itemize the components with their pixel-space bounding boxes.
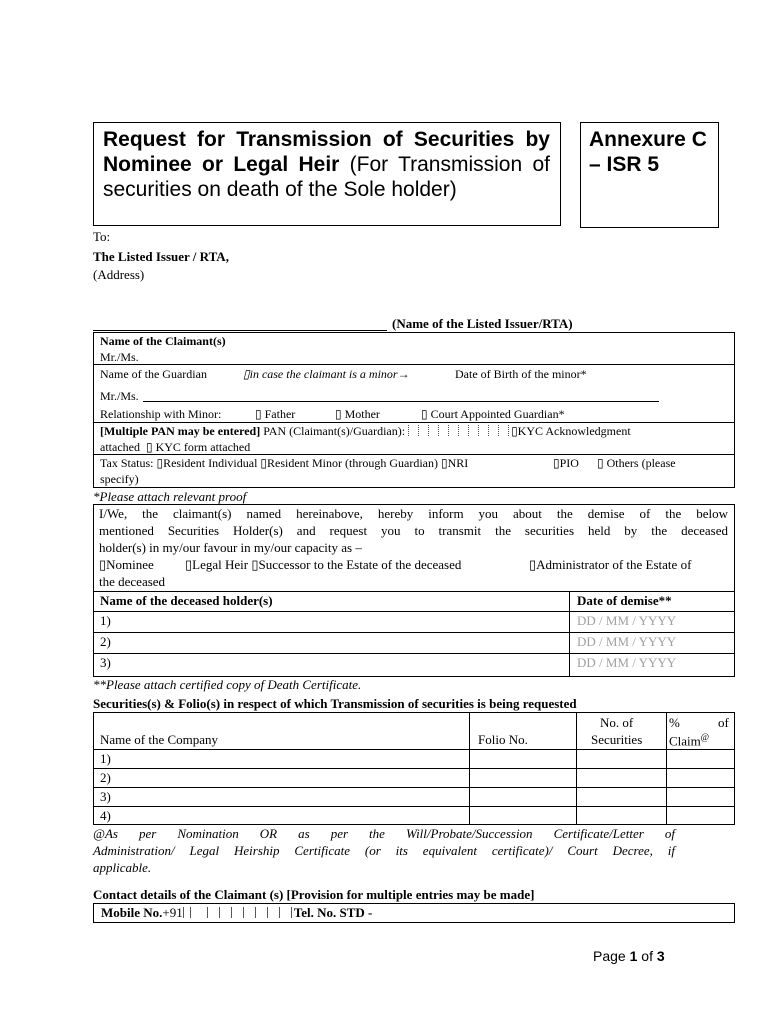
checkbox-legal-heir[interactable]: ▯Legal Heir ▯Successor to the Estate of the deceased: [185, 557, 462, 572]
mobile-input[interactable]: [183, 905, 294, 920]
declaration-line-3: holder(s) in my/our favour in my/our capacity as –: [99, 540, 362, 555]
contact-heading: Contact details of the Claimant (s) [Provision for multiple entries may be made]: [93, 887, 535, 902]
nomination-note-line-2: Administration/ Legal Heirship Certificate (or its equivalent certificate)/ Court Decree, if: [93, 843, 675, 858]
deceased-name-header: Name of the deceased holder(s): [100, 593, 273, 608]
divider: [93, 632, 735, 633]
checkbox-father[interactable]: ▯ Father: [255, 407, 296, 421]
date-of-demise-input[interactable]: DD / MM / YYYY: [577, 613, 677, 628]
relationship-label: Relationship with Minor:: [100, 407, 222, 421]
divider: [93, 454, 735, 455]
declaration-line-2: mentioned Securities Holder(s) and request you to transmit the securities held by the deceased: [99, 523, 728, 538]
attached-label: attached: [100, 440, 140, 454]
checkbox-mother[interactable]: ▯ Mother: [335, 407, 380, 421]
pan-label: PAN (Claimant(s)/Guardian):: [263, 424, 406, 438]
tax-status-row[interactable]: Tax Status: ▯Resident Individual ▯Resident Minor (through Guardian) ▯NRI: [100, 456, 469, 470]
folio-header: Folio No.: [478, 732, 528, 747]
date-of-demise-header: Date of demise**: [577, 593, 672, 608]
checkbox-pio[interactable]: ▯PIO: [553, 456, 579, 470]
tel-label[interactable]: Tel. No. STD -: [293, 905, 373, 920]
divider: [93, 768, 735, 769]
guardian-label: Name of the Guardian: [100, 367, 207, 381]
deceased-row-number: 3): [100, 655, 111, 670]
kyc-attached-row: [100, 440, 250, 455]
claimant-name-field[interactable]: Mr./Ms.: [100, 350, 139, 364]
divider: [93, 653, 735, 654]
pan-multiple-note: [Multiple PAN may be entered]: [100, 424, 261, 438]
checkbox-court-guardian[interactable]: ▯ Court Appointed Guardian*: [421, 407, 565, 421]
to-label: To:: [93, 229, 111, 244]
checkbox-others[interactable]: ▯ Others (please: [597, 456, 676, 470]
securities-header: Securities: [591, 732, 643, 747]
divider: [93, 422, 735, 423]
declaration-line-1: I/We, the claimant(s) named hereinabove, hereby inform you about the demise of the below: [99, 506, 728, 521]
divider: [93, 787, 735, 788]
pan-row: [100, 424, 631, 439]
form-title-note: (For Transmission of securities on death of the Sole holder): [103, 153, 550, 201]
col-divider: [569, 591, 570, 677]
divider: [93, 806, 735, 807]
guardian-name-field[interactable]: Mr./Ms.: [100, 389, 139, 403]
current-page: 1: [629, 948, 638, 964]
annexure-label: Annexure C – ISR 5: [580, 122, 719, 228]
mobile-label: Mobile No.: [101, 905, 163, 920]
divider: [93, 749, 735, 750]
table-row[interactable]: 3): [100, 789, 111, 804]
dob-label[interactable]: Date of Birth of the minor*: [455, 367, 587, 381]
date-of-demise-input[interactable]: DD / MM / YYYY: [577, 634, 677, 649]
claim-sup: @: [700, 732, 710, 742]
pan-input[interactable]: [408, 424, 511, 438]
claim-header: [669, 732, 709, 749]
claimant-heading: Name of the Claimant(s): [100, 334, 226, 348]
guardian-note: ▯in case the claimant is a minor→: [243, 367, 410, 381]
deceased-row-number: 2): [100, 634, 111, 649]
form-title: [93, 122, 561, 226]
proof-note: *Please attach relevant proof: [93, 489, 247, 504]
issuer-label: The Listed Issuer / RTA,: [93, 249, 229, 264]
death-certificate-note: **Please attach certified copy of Death Certificate.: [93, 677, 362, 692]
of-word: of: [641, 948, 653, 964]
claim-label: Claim: [669, 733, 701, 749]
checkbox-administrator[interactable]: ▯Administrator of the Estate of: [529, 557, 692, 572]
divider: [93, 591, 735, 592]
deceased-row-number: 1): [100, 613, 111, 628]
guardian-name-line: [143, 401, 659, 402]
of-header: of: [718, 715, 729, 730]
page-number: [593, 948, 665, 964]
tax-specify: specify): [100, 472, 139, 486]
form-title-bold: Request for Transmission of Securities by Nominee or Legal Heir: [103, 128, 550, 176]
securities-heading: Securities(s) & Folio(s) in respect of which Transmission of securities is being requested: [93, 696, 577, 711]
date-of-demise-input[interactable]: DD / MM / YYYY: [577, 655, 677, 670]
checkbox-kyc-ack[interactable]: ▯KYC Acknowledgment: [511, 424, 631, 438]
total-pages: 3: [656, 948, 665, 964]
mobile-row: [101, 905, 372, 921]
nomination-note-line-3: applicable.: [93, 860, 152, 875]
page-word: Page: [593, 948, 626, 964]
nomination-note-line-1: @As per Nomination OR as per the Will/Probate/Succession Certificate/Letter of: [93, 826, 675, 841]
mobile-prefix: +91: [162, 905, 183, 920]
percent-header: %: [669, 715, 680, 730]
issuer-name-field[interactable]: [93, 330, 387, 331]
checkbox-nominee[interactable]: ▯Nominee: [99, 557, 154, 572]
table-row[interactable]: 1): [100, 751, 111, 766]
issuer-name-caption: (Name of the Listed Issuer/RTA): [392, 316, 573, 331]
divider: [93, 364, 735, 365]
checkbox-kyc-form[interactable]: ▯ KYC form attached: [145, 440, 251, 454]
declaration-line-5: the deceased: [99, 574, 166, 589]
no-of-header: No. of: [600, 715, 634, 730]
company-header: Name of the Company: [100, 732, 219, 747]
divider: [93, 611, 735, 612]
table-row[interactable]: 4): [100, 808, 111, 823]
table-row[interactable]: 2): [100, 770, 111, 785]
address-label: (Address): [93, 267, 145, 282]
